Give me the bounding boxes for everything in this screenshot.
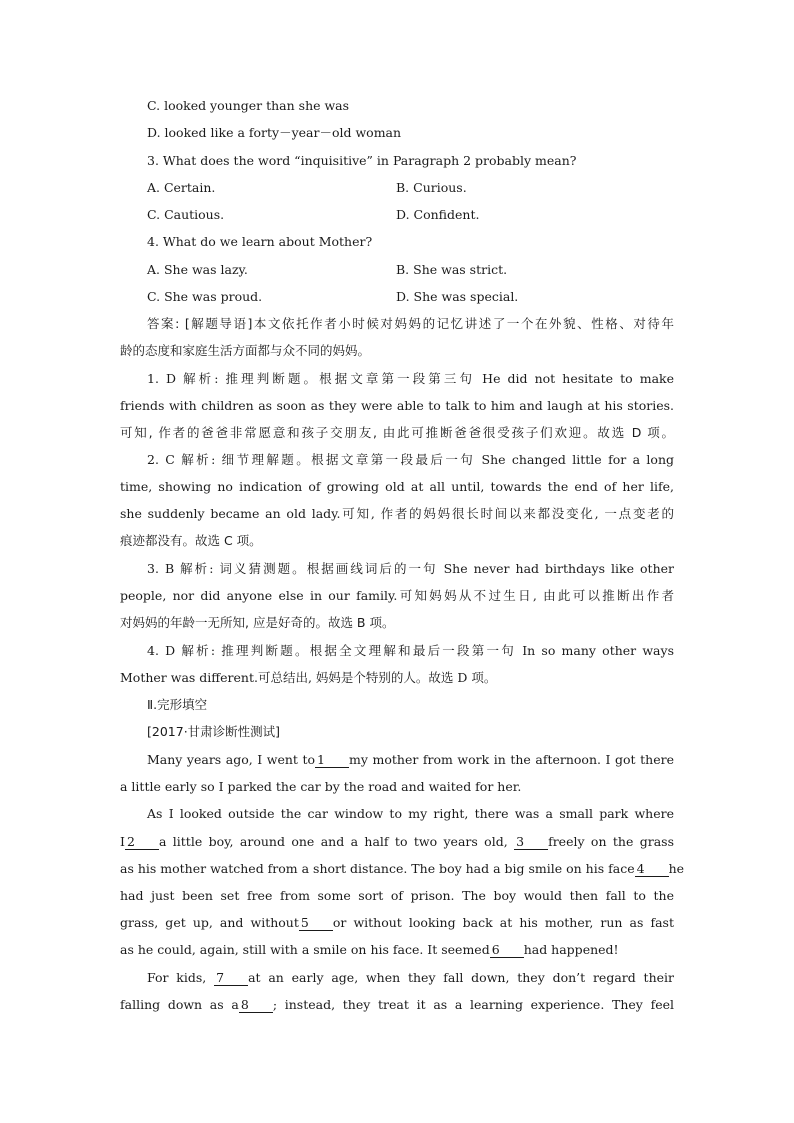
- q3-stem: 3. What does the word “inquisitive” in Paragraph 2 probably mean?: [147, 153, 577, 168]
- q4-stem: 4. What do we learn about Mother?: [147, 234, 373, 249]
- answer-1-line3: 可知, 作者的爸爸非常愿意和孩子交朋友, 由此可推断爸爸很受孩子们欢迎。故选 D 项。: [120, 425, 674, 440]
- q4-option-b: B. She was strict.: [396, 262, 508, 277]
- answer-intro-line2: 龄的态度和家庭生活方面都与众不同的妈妈。: [120, 343, 371, 358]
- answer-2-line4: 痕迹都没有。故选 C 项。: [120, 533, 262, 548]
- cloze-blank-2[interactable]: 2: [125, 835, 159, 850]
- answer-1-line1: 1. D 解析: 推理判断题。根据文章第一段第三句 He did not hesitate to make: [147, 371, 674, 386]
- passage-p2-line6: as he could, again, still with a smile on his face. It seemed 6 had happened!: [120, 942, 619, 957]
- cloze-blank-5[interactable]: 5: [299, 916, 333, 931]
- answer-3-line3: 对妈妈的年龄一无所知, 应是好奇的。故选 B 项。: [120, 615, 395, 630]
- q4-option-a: A. She was lazy.: [147, 262, 248, 277]
- answer-2-line2: time, showing no indication of growing old at all until, towards the end of her life,: [120, 479, 674, 494]
- q3-option-b: B. Curious.: [396, 180, 467, 195]
- passage-p2-line4: had just been set free from some sort of prison. The boy would then fall to the: [120, 888, 674, 903]
- answer-1-line2: friends with children as soon as they were able to talk to him and laugh at his stories.: [120, 398, 674, 413]
- cloze-blank-6[interactable]: 6: [490, 943, 524, 958]
- q2-option-c: C. looked younger than she was: [147, 98, 350, 113]
- passage-p3-line1: For kids, 7 at an early age, when they fall down, they don’t regard their: [147, 970, 674, 985]
- q3-option-c: C. Cautious.: [147, 207, 225, 222]
- answer-intro-line1: 答案: [解题导语]本文依托作者小时候对妈妈的记忆讲述了一个在外貌、性格、对待年: [147, 316, 674, 331]
- cloze-blank-8[interactable]: 8: [239, 998, 273, 1013]
- answer-4-line1: 4. D 解析: 推理判断题。根据全文理解和最后一段第一句 In so many other ways: [147, 643, 674, 658]
- passage-p2-line2: I 2 a little boy, around one and a half to two years old, 3 freely on the grass: [120, 834, 674, 849]
- q2-option-d: D. looked like a forty－year－old woman: [147, 125, 402, 140]
- cloze-blank-7[interactable]: 7: [214, 971, 248, 986]
- q3-options-row2: [147, 206, 677, 224]
- q3-option-a: A. Certain.: [147, 180, 216, 195]
- cloze-blank-4[interactable]: 4: [635, 862, 669, 877]
- section-heading: Ⅱ.完形填空: [147, 697, 208, 712]
- passage-p3-line2: falling down as a 8 ; instead, they treat it as a learning experience. They feel: [120, 997, 674, 1012]
- passage-p2-line3: as his mother watched from a short distance. The boy had a big smile on his face 4 he: [120, 861, 685, 876]
- q3-options-row1: [147, 179, 677, 197]
- cloze-blank-1[interactable]: 1: [315, 753, 349, 768]
- passage-p1-line1: Many years ago, I went to 1 my mother from work in the afternoon. I got there: [147, 752, 674, 767]
- q3-option-d: D. Confident.: [396, 207, 480, 222]
- answer-4-line2: Mother was different.可总结出, 妈妈是个特别的人。故选 D 项。: [120, 670, 497, 685]
- q4-option-d: D. She was special.: [396, 289, 519, 304]
- cloze-blank-3[interactable]: 3: [514, 835, 548, 850]
- section-source: [2017·甘肃诊断性测试]: [147, 724, 281, 739]
- q4-options-row1: [147, 261, 677, 279]
- answer-3-line1: 3. B 解析: 词义猜测题。根据画线词后的一句 She never had birthdays like other: [147, 561, 674, 576]
- q4-options-row2: [147, 288, 677, 306]
- answer-2-line3: she suddenly became an old lady.可知, 作者的妈妈很长时间以来都没变化, 一点变老的: [120, 506, 674, 521]
- passage-p1-line2: a little early so I parked the car by the road and waited for her.: [120, 779, 522, 794]
- answer-2-line1: 2. C 解析: 细节理解题。根据文章第一段最后一句 She changed little for a long: [147, 452, 674, 467]
- answer-3-line2: people, nor did anyone else in our family.可知妈妈从不过生日, 由此可以推断出作者: [120, 588, 674, 603]
- passage-p2-line1: As I looked outside the car window to my right, there was a small park where: [147, 806, 674, 821]
- q4-option-c: C. She was proud.: [147, 289, 263, 304]
- passage-p2-line5: grass, get up, and without 5 or without looking back at his mother, run as fast: [120, 915, 674, 930]
